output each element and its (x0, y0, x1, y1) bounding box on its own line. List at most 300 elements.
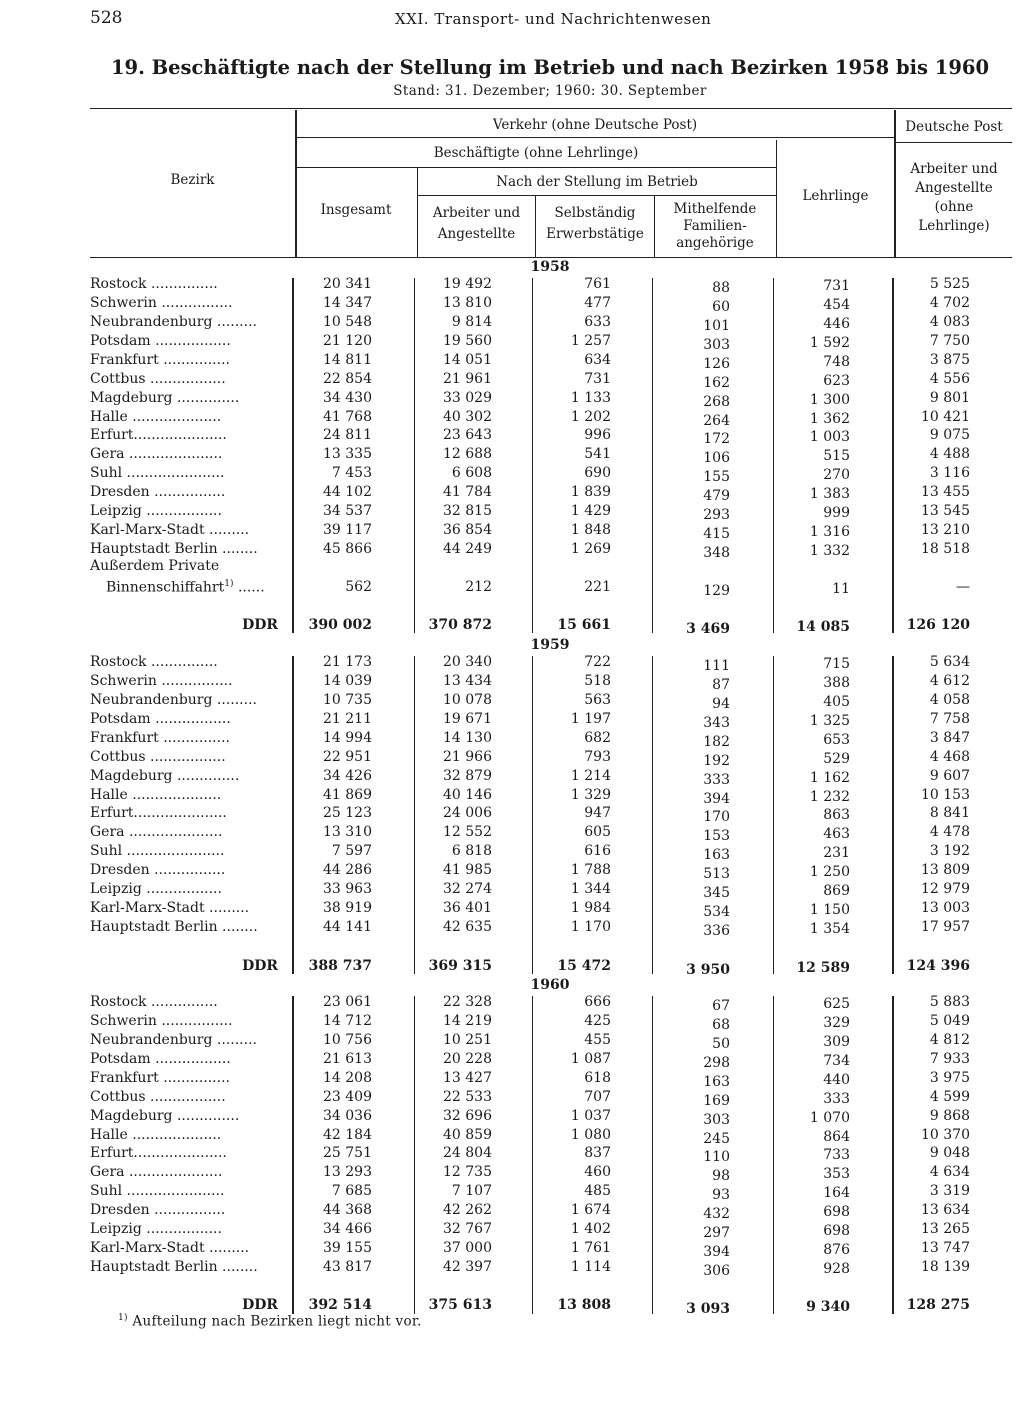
header-bezirk: Bezirk (170, 172, 215, 188)
row-1959-7-cell-1: 34 426 (323, 767, 372, 784)
row-1959-8-cell-4: 394 (703, 790, 730, 807)
row-1958-4-cell-6: 7 750 (929, 332, 970, 349)
row-1958-2-cell-5: 454 (823, 296, 850, 313)
row-total-1959-cell-3: 15 472 (557, 958, 611, 974)
row-1958-13-cell-3: 1 429 (570, 503, 611, 520)
header-lehrlinge: Lehrlinge (802, 188, 869, 204)
row-1958-4-label: Potsdam ................. (90, 332, 231, 349)
row-1958-7-cell-3: 1 133 (570, 389, 611, 406)
row-1958-13 (0, 503, 1024, 522)
row-1960-15-cell-4: 306 (703, 1263, 730, 1280)
row-1959-11-cell-6: 3 192 (929, 843, 970, 860)
row-1958-10-cell-5: 515 (823, 448, 850, 465)
row-1958-8-cell-3: 1 202 (570, 408, 611, 425)
header-stellung: Nach der Stellung im Betrieb (496, 174, 698, 190)
row-1960-15-cell-2: 42 397 (443, 1259, 492, 1276)
row-1959-9-cell-2: 24 006 (443, 805, 492, 822)
row-1958-3-cell-6: 4 083 (929, 313, 970, 330)
row-1959-9-cell-5: 863 (823, 807, 850, 824)
row-1959-4-cell-2: 19 671 (443, 710, 492, 727)
row-1959-5 (0, 730, 1024, 749)
header-post-sub-line1: Arbeiter und (910, 161, 998, 177)
row-1959-10-cell-6: 4 478 (929, 824, 970, 841)
row-extra-label: Binnenschiffahrt (106, 579, 225, 596)
row-1959-9-cell-4: 170 (703, 809, 730, 826)
header-selbst-line1: Selbständig (554, 205, 636, 221)
row-1958-12-label: Dresden ................ (90, 484, 226, 501)
row-1959-1-cell-3: 722 (584, 654, 611, 670)
row-1960-9-label: Erfurt..................... (90, 1145, 227, 1162)
row-1960-5-cell-3: 618 (584, 1069, 611, 1086)
row-1959-6-cell-2: 21 966 (443, 748, 492, 765)
row-1959-2-cell-4: 87 (712, 676, 730, 693)
row-1959-13-cell-3: 1 344 (570, 881, 611, 898)
row-1960-10-cell-5: 353 (823, 1166, 850, 1183)
header-mithelfend (655, 201, 775, 252)
row-1960-8-label: Halle .................... (90, 1126, 222, 1143)
row-1960-2-cell-1: 14 712 (323, 1012, 372, 1029)
row-1960-11 (0, 1183, 1024, 1202)
row-1958-10-label: Gera ..................... (90, 446, 223, 463)
row-1958-11 (0, 465, 1024, 484)
row-1960-8-cell-5: 864 (823, 1128, 850, 1145)
row-1958-12-cell-3: 1 839 (570, 484, 611, 501)
row-1959-4-cell-5: 1 325 (809, 712, 850, 729)
header-selbst-line2: Erwerbstätige (546, 226, 644, 242)
row-1959-13 (0, 881, 1024, 900)
row-1960-4-cell-2: 20 228 (443, 1050, 492, 1067)
row-1960-2-cell-4: 68 (712, 1016, 730, 1033)
row-extra-cell-6: — (956, 579, 970, 595)
row-1960-6-label: Cottbus ................. (90, 1088, 226, 1105)
row-1958-3-label: Neubrandenburg ......... (90, 313, 257, 330)
row-1959-11 (0, 843, 1024, 862)
row-1958-11-label: Suhl ...................... (90, 465, 225, 482)
row-1960-4-cell-6: 7 933 (929, 1050, 970, 1067)
row-1958-15-label: Hauptstadt Berlin ........ (90, 541, 258, 558)
row-1959-1-cell-5: 715 (823, 656, 850, 672)
row-1959-6-cell-5: 529 (823, 750, 850, 767)
row-1960-4-label: Potsdam ................. (90, 1050, 231, 1067)
row-1958-15-cell-1: 45 866 (323, 541, 372, 558)
row-1959-7-cell-6: 9 607 (929, 767, 970, 784)
row-1958-1-label: Rostock ............... (90, 276, 218, 292)
row-1958-15-cell-3: 1 269 (570, 541, 611, 558)
row-1958-8 (0, 409, 1024, 428)
row-1958-7-cell-4: 268 (703, 393, 730, 410)
stellung-rule (418, 195, 776, 196)
row-total-1958-cell-5: 14 085 (796, 619, 850, 635)
row-1960-8 (0, 1127, 1024, 1146)
row-1960-10-cell-6: 4 634 (929, 1164, 970, 1181)
row-1960-11-cell-2: 7 107 (451, 1183, 492, 1200)
row-1958-1 (0, 276, 1024, 295)
row-1960-10-cell-2: 12 735 (443, 1164, 492, 1181)
row-1958-6 (0, 371, 1024, 390)
row-1958-3-cell-2: 9 814 (451, 313, 492, 330)
row-1959-9-cell-1: 25 123 (323, 805, 372, 822)
row-1960-11-cell-6: 3 319 (929, 1183, 970, 1200)
row-1960-5-label: Frankfurt ............... (90, 1069, 230, 1086)
row-1960-3-cell-5: 309 (823, 1033, 850, 1050)
row-1958-8-cell-2: 40 302 (443, 408, 492, 425)
row-1960-1-cell-1: 23 061 (323, 994, 372, 1010)
row-1960-12-cell-6: 13 634 (921, 1202, 970, 1219)
row-1958-8-label: Halle .................... (90, 408, 222, 425)
row-1960-13 (0, 1221, 1024, 1240)
row-1959-13-cell-6: 12 979 (921, 881, 970, 898)
header-mithelfend-line3: angehörige (676, 235, 754, 251)
row-1960-14-cell-6: 13 747 (921, 1240, 970, 1257)
row-total-1960-cell-3: 13 808 (557, 1297, 611, 1313)
row-1959-7-cell-3: 1 214 (570, 767, 611, 784)
row-1959-15-cell-2: 42 635 (443, 919, 492, 936)
row-1960-5 (0, 1070, 1024, 1089)
row-1960-11-label: Suhl ...................... (90, 1183, 225, 1200)
row-1958-6-cell-5: 623 (823, 372, 850, 389)
row-1958-10-cell-2: 12 688 (443, 446, 492, 463)
row-1959-7 (0, 768, 1024, 787)
year-heading-1959: 1959 (530, 637, 570, 653)
row-1958-14 (0, 522, 1024, 541)
row-1959-11-cell-4: 163 (703, 847, 730, 864)
row-1960-4-cell-1: 21 613 (323, 1050, 372, 1067)
row-1959-7-label: Magdeburg .............. (90, 767, 240, 784)
row-1959-3-cell-3: 563 (584, 691, 611, 708)
row-1958-7-label: Magdeburg .............. (90, 389, 240, 406)
row-1959-14-cell-1: 38 919 (323, 900, 372, 917)
row-1959-4-cell-1: 21 211 (323, 710, 372, 727)
row-1960-12 (0, 1202, 1024, 1221)
row-1960-3 (0, 1032, 1024, 1051)
row-1958-1-cell-2: 19 492 (443, 276, 492, 292)
row-1958-9 (0, 427, 1024, 446)
header-arbeiter (418, 205, 535, 243)
row-1960-2-cell-3: 425 (584, 1012, 611, 1029)
row-1960-1 (0, 994, 1024, 1013)
row-1960-12-cell-1: 44 368 (323, 1202, 372, 1219)
row-1960-1-cell-4: 67 (712, 998, 730, 1014)
row-total-1959-cell-4: 3 950 (686, 962, 730, 978)
row-1959-10 (0, 824, 1024, 843)
row-1958-5-cell-5: 748 (823, 353, 850, 370)
row-1959-8-label: Halle .................... (90, 786, 222, 803)
year-heading-1958: 1958 (530, 259, 570, 275)
row-1958-10-cell-6: 4 488 (929, 446, 970, 463)
row-1958-9-cell-3: 996 (584, 427, 611, 444)
row-1960-6 (0, 1089, 1024, 1108)
row-1959-5-cell-6: 3 847 (929, 729, 970, 746)
row-1960-8-cell-2: 40 859 (443, 1126, 492, 1143)
row-1959-3-cell-2: 10 078 (443, 691, 492, 708)
row-1958-4-cell-1: 21 120 (323, 332, 372, 349)
row-1960-14-cell-2: 37 000 (443, 1240, 492, 1257)
row-1958-12-cell-6: 13 455 (921, 484, 970, 501)
row-1959-4-cell-3: 1 197 (570, 710, 611, 727)
row-1959-6-cell-6: 4 468 (929, 748, 970, 765)
row-1959-2-label: Schwerin ................ (90, 672, 233, 689)
row-1959-10-label: Gera ..................... (90, 824, 223, 841)
row-1958-1-cell-5: 731 (823, 278, 850, 294)
row-total-1958-cell-6: 126 120 (906, 617, 970, 633)
row-1960-11-cell-5: 164 (823, 1185, 850, 1202)
row-total-1960-cell-6: 128 275 (906, 1297, 970, 1313)
row-1960-4 (0, 1051, 1024, 1070)
row-1958-5 (0, 352, 1024, 371)
row-1958-5-cell-2: 14 051 (443, 351, 492, 368)
row-1959-6-cell-3: 793 (584, 748, 611, 765)
row-1959-2-cell-3: 518 (584, 672, 611, 689)
row-1959-1-cell-1: 21 173 (323, 654, 372, 670)
row-1958-11-cell-4: 155 (703, 469, 730, 486)
row-1958-2-cell-6: 4 702 (929, 294, 970, 311)
row-1958-7-cell-1: 34 430 (323, 389, 372, 406)
row-1960-9-cell-6: 9 048 (929, 1145, 970, 1162)
row-1958-14-cell-1: 39 117 (323, 522, 372, 539)
row-total-1960-cell-5: 9 340 (806, 1299, 850, 1315)
row-1959-3-cell-4: 94 (712, 695, 730, 712)
header-post-sub-line3: (ohne (934, 199, 974, 215)
row-1959-3-cell-5: 405 (823, 693, 850, 710)
row-1958-3-cell-5: 446 (823, 315, 850, 332)
row-extra (0, 579, 1024, 598)
row-1960-14-cell-4: 394 (703, 1244, 730, 1261)
row-1959-4-cell-4: 343 (703, 714, 730, 731)
row-1958-6-cell-1: 22 854 (323, 370, 372, 387)
row-1960-10 (0, 1164, 1024, 1183)
row-1960-8-cell-1: 42 184 (323, 1126, 372, 1143)
row-1960-12-cell-2: 42 262 (443, 1202, 492, 1219)
row-1958-9-cell-2: 23 643 (443, 427, 492, 444)
row-1959-14-cell-3: 1 984 (570, 900, 611, 917)
row-1959-3 (0, 692, 1024, 711)
row-1959-9-label: Erfurt..................... (90, 805, 227, 822)
row-1959-6-cell-4: 192 (703, 752, 730, 769)
row-1958-6-cell-3: 731 (584, 370, 611, 387)
row-extra-cell-4: 129 (703, 583, 730, 599)
row-1958-2 (0, 295, 1024, 314)
row-1959-5-cell-4: 182 (703, 733, 730, 750)
row-1960-14-cell-5: 876 (823, 1242, 850, 1259)
header-post-sub-line2: Angestellte (915, 180, 993, 196)
row-1959-9 (0, 805, 1024, 824)
row-1959-14-cell-5: 1 150 (809, 902, 850, 919)
header-mithelfend-line1: Mithelfende (673, 201, 757, 217)
row-1958-8-cell-5: 1 362 (809, 410, 850, 427)
row-1959-7-cell-4: 333 (703, 771, 730, 788)
row-1960-14 (0, 1240, 1024, 1259)
row-1960-3-cell-3: 455 (584, 1031, 611, 1048)
year-heading-1960: 1960 (530, 977, 570, 993)
running-head: XXI. Transport- und Nachrichtenwesen (395, 10, 712, 28)
row-1960-6-cell-5: 333 (823, 1090, 850, 1107)
row-1959-3-cell-1: 10 735 (323, 691, 372, 708)
row-1960-5-cell-4: 163 (703, 1073, 730, 1090)
row-1960-1-cell-6: 5 883 (929, 994, 970, 1010)
row-total-1958-cell-3: 15 661 (557, 617, 611, 633)
row-1959-7-cell-2: 32 879 (443, 767, 492, 784)
row-total-1959-label: DDR (242, 958, 278, 974)
row-extra-label-line1 (0, 558, 1024, 577)
row-1960-14-cell-3: 1 761 (570, 1240, 611, 1257)
row-1960-3-cell-2: 10 251 (443, 1031, 492, 1048)
footnote-text: Aufteilung nach Bezirken liegt nicht vor. (127, 1313, 422, 1330)
row-extra-label-line1-text: Außerdem Private (90, 558, 220, 574)
row-1960-13-cell-2: 32 767 (443, 1221, 492, 1238)
row-1960-11-cell-4: 93 (712, 1187, 730, 1204)
row-1958-11-cell-1: 7 453 (331, 465, 372, 482)
row-1959-7-cell-5: 1 162 (809, 769, 850, 786)
row-1958-13-cell-1: 34 537 (323, 503, 372, 520)
row-1959-12-label: Dresden ................ (90, 862, 226, 879)
row-1958-12-cell-4: 479 (703, 488, 730, 505)
row-1960-3-cell-4: 50 (712, 1035, 730, 1052)
row-1960-12-cell-4: 432 (703, 1206, 730, 1223)
row-total-1958-cell-4: 3 469 (686, 621, 730, 637)
row-1960-3-cell-6: 4 812 (929, 1031, 970, 1048)
row-1960-9-cell-2: 24 804 (443, 1145, 492, 1162)
row-extra-dots: ...... (233, 579, 265, 596)
row-1958-10-cell-4: 106 (703, 450, 730, 467)
row-1960-7-cell-1: 34 036 (323, 1107, 372, 1124)
row-1959-2-cell-5: 388 (823, 674, 850, 691)
row-1959-1-cell-4: 111 (703, 658, 730, 674)
row-1959-11-cell-5: 231 (823, 845, 850, 862)
header-bottom-rule (90, 257, 1012, 258)
row-1960-13-label: Leipzig ................. (90, 1221, 222, 1238)
row-1958-6-cell-2: 21 961 (443, 370, 492, 387)
row-1959-5-cell-5: 653 (823, 731, 850, 748)
row-1960-14-label: Karl-Marx-Stadt ......... (90, 1240, 250, 1257)
row-1958-12-cell-1: 44 102 (323, 484, 372, 501)
row-extra-footnote-marker: 1) (224, 579, 234, 589)
row-1959-10-cell-2: 12 552 (443, 824, 492, 841)
row-1958-4-cell-5: 1 592 (809, 334, 850, 351)
row-1959-8 (0, 787, 1024, 806)
row-1959-4-label: Potsdam ................. (90, 710, 231, 727)
row-1958-8-cell-4: 264 (703, 412, 730, 429)
row-1959-10-cell-5: 463 (823, 826, 850, 843)
row-1960-10-cell-1: 13 293 (323, 1164, 372, 1181)
row-1960-5-cell-1: 14 208 (323, 1069, 372, 1086)
row-1960-13-cell-1: 34 466 (323, 1221, 372, 1238)
row-1958-4-cell-2: 19 560 (443, 332, 492, 349)
row-1960-1-cell-5: 625 (823, 996, 850, 1012)
row-1960-15-label: Hauptstadt Berlin ........ (90, 1259, 258, 1276)
row-1958-7-cell-6: 9 801 (929, 389, 970, 406)
header-insgesamt: Insgesamt (320, 202, 392, 218)
row-1960-2-cell-6: 5 049 (929, 1012, 970, 1029)
row-1958-3-cell-1: 10 548 (323, 313, 372, 330)
row-1960-15-cell-5: 928 (823, 1261, 850, 1278)
row-1959-10-cell-4: 153 (703, 828, 730, 845)
row-1959-14-label: Karl-Marx-Stadt ......... (90, 900, 250, 917)
row-1958-11-cell-2: 6 608 (451, 465, 492, 482)
row-1960-9-cell-1: 25 751 (323, 1145, 372, 1162)
row-1960-7-cell-5: 1 070 (809, 1109, 850, 1126)
row-1958-11-cell-3: 690 (584, 465, 611, 482)
row-1959-2-cell-6: 4 612 (929, 672, 970, 689)
row-1959-15 (0, 919, 1024, 938)
row-1960-4-cell-4: 298 (703, 1054, 730, 1071)
row-1959-14-cell-2: 36 401 (443, 900, 492, 917)
row-1959-8-cell-2: 40 146 (443, 786, 492, 803)
row-1959-5-cell-3: 682 (584, 729, 611, 746)
row-1959-6-cell-1: 22 951 (323, 748, 372, 765)
row-1960-10-cell-4: 98 (712, 1168, 730, 1185)
row-1958-2-cell-4: 60 (712, 298, 730, 315)
row-1960-7-cell-4: 303 (703, 1111, 730, 1128)
row-1958-5-cell-3: 634 (584, 351, 611, 368)
row-1960-13-cell-4: 297 (703, 1225, 730, 1242)
row-1960-2-cell-5: 329 (823, 1014, 850, 1031)
row-1960-7-label: Magdeburg .............. (90, 1107, 240, 1124)
row-1959-14-cell-4: 534 (703, 904, 730, 921)
row-1958-6-cell-6: 4 556 (929, 370, 970, 387)
row-1958-14-cell-2: 36 854 (443, 522, 492, 539)
row-1959-12-cell-5: 1 250 (809, 864, 850, 881)
row-extra-label (90, 579, 302, 596)
row-1960-8-cell-3: 1 080 (570, 1126, 611, 1143)
row-1959-1-cell-2: 20 340 (443, 654, 492, 670)
row-1960-3-cell-1: 10 756 (323, 1031, 372, 1048)
row-1959-14-cell-6: 13 003 (921, 900, 970, 917)
row-1959-1-label: Rostock ............... (90, 654, 218, 670)
row-1960-3-label: Neubrandenburg ......... (90, 1031, 257, 1048)
row-1958-5-label: Frankfurt ............... (90, 351, 230, 368)
row-1958-5-cell-6: 3 875 (929, 351, 970, 368)
row-1960-2-label: Schwerin ................ (90, 1012, 233, 1029)
row-1959-6 (0, 749, 1024, 768)
row-1959-11-cell-1: 7 597 (331, 843, 372, 860)
row-1958-9-cell-1: 24 811 (323, 427, 372, 444)
row-1959-12 (0, 862, 1024, 881)
header-beschaeftigte: Beschäftigte (ohne Lehrlinge) (433, 145, 639, 161)
row-total-1960-label: DDR (242, 1297, 278, 1313)
row-1958-1-cell-4: 88 (712, 280, 730, 296)
row-1958-9-cell-6: 9 075 (929, 427, 970, 444)
row-1958-15-cell-4: 348 (703, 545, 730, 562)
row-1958-9-cell-4: 172 (703, 431, 730, 448)
row-1959-8-cell-1: 41 869 (323, 786, 372, 803)
row-1958-13-cell-4: 293 (703, 507, 730, 524)
row-total-1958 (0, 617, 1024, 636)
row-1958-15-cell-6: 18 518 (921, 541, 970, 558)
row-1959-15-cell-1: 44 141 (323, 919, 372, 936)
row-1960-15 (0, 1259, 1024, 1278)
row-1958-10-cell-3: 541 (584, 446, 611, 463)
row-1960-15-cell-6: 18 139 (921, 1259, 970, 1276)
row-1960-13-cell-3: 1 402 (570, 1221, 611, 1238)
row-1959-10-cell-1: 13 310 (323, 824, 372, 841)
table-subtitle: Stand: 31. Dezember; 1960: 30. September (393, 83, 707, 99)
row-1959-3-cell-6: 4 058 (929, 691, 970, 708)
row-1958-6-cell-4: 162 (703, 374, 730, 391)
row-extra-cell-2: 212 (465, 579, 492, 595)
row-1960-6-cell-1: 23 409 (323, 1088, 372, 1105)
row-1958-15-cell-5: 1 332 (809, 543, 850, 560)
header-post: Deutsche Post (905, 119, 1003, 135)
row-1958-15-cell-2: 44 249 (443, 541, 492, 558)
footnote (118, 1313, 422, 1330)
row-1958-1-cell-1: 20 341 (323, 276, 372, 292)
row-1960-5-cell-6: 3 975 (929, 1069, 970, 1086)
row-1959-14 (0, 900, 1024, 919)
row-1960-6-cell-6: 4 599 (929, 1088, 970, 1105)
row-1960-10-label: Gera ..................... (90, 1164, 223, 1181)
row-total-1959-cell-6: 124 396 (906, 958, 970, 974)
row-1960-12-label: Dresden ................ (90, 1202, 226, 1219)
